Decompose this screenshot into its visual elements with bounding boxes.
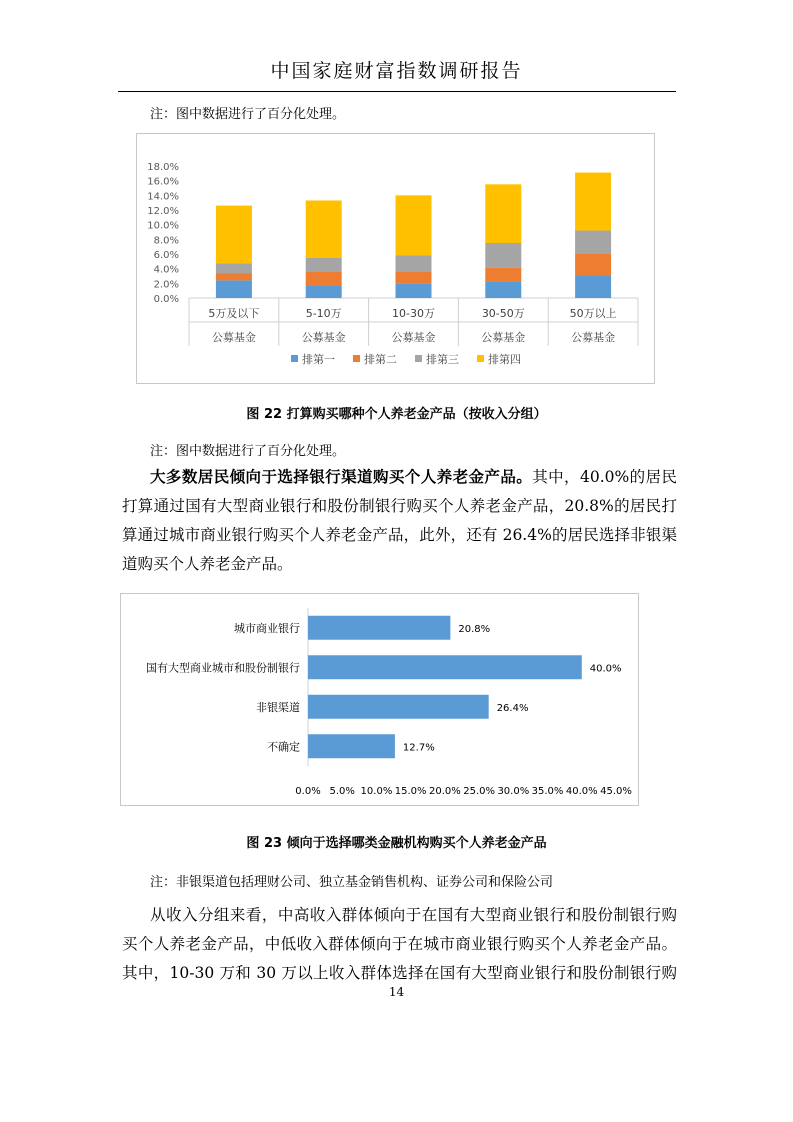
chart1-bar-排第四-5万及以下 [216,206,252,264]
chart1-bar-排第三-5-10万 [306,258,342,272]
chart1-bar-排第一-5-10万 [306,286,342,298]
paragraph-2 [122,901,677,988]
chart2-category-label: 不确定 [267,740,300,754]
chart1-bar-排第三-50万以上 [575,231,611,254]
chart1-bar-排第二-10-30万 [396,272,432,284]
chart2-svg [121,594,638,805]
chart2-x-tick-label: 40.0% [565,786,598,797]
chart1-legend-label-排第三: 排第三 [426,353,459,366]
chart1-bar-排第一-30-50万 [485,281,521,298]
chart2-x-tick-label: 35.0% [531,786,564,797]
chart1-x-tick-label: 10-30万 [392,307,435,320]
chart2-bar-国有大型商业城市和股份制银行 [308,655,582,679]
chart2-bar-非银渠道 [308,695,489,719]
paragraph-1-line-1-rest: 其中，40.0%的居民 [532,468,677,486]
chart1-bar-排第二-30-50万 [485,268,521,281]
chart1-y-tick-label: 12.0% [147,206,179,217]
chart2-bar-不确定 [308,734,395,758]
chart2-caption: 图 23 倾向于选择哪类金融机构购买个人养老金产品 [246,836,547,851]
chart2-value-label: 12.7% [402,742,435,754]
chart1-svg [137,134,654,383]
chart1-y-tick-label: 2.0% [153,279,179,291]
chart2-value-label: 40.0% [589,663,622,675]
page-number: 14 [388,985,405,999]
chart1-bar-排第三-30-50万 [485,243,521,268]
chart1-legend-swatch-排第四 [477,355,484,362]
chart1-x-sub-label: 公募基金 [211,331,256,344]
chart1-y-tick-label: 4.0% [153,264,179,276]
chart2-category-label: 非银渠道 [256,700,300,714]
chart2-category-label: 国有大型商业城市和股份制银行 [146,661,300,675]
chart1-bar-排第一-5万及以下 [216,280,252,298]
paragraph-1-line-1 [122,462,677,492]
chart1-legend-swatch-排第二 [353,355,360,362]
chart1-y-tick-label: 16.0% [147,176,179,188]
chart1-x-tick-label: 5-10万 [305,307,342,320]
chart1-legend-label-排第四: 排第四 [488,353,521,366]
paragraph-1-line-4: 道购买个人养老金产品。 [122,555,293,573]
chart1-x-sub-label: 公募基金 [301,331,346,344]
chart2-bar-城市商业银行 [308,616,450,640]
header-divider [118,91,676,92]
paragraph-1-line-2: 打算通过国有大型商业银行和股份制银行购买个人养老金产品，20.8%的居民打 [122,497,677,515]
page-header-title: 中国家庭财富指数调研报告 [270,60,523,82]
chart1-legend-swatch-排第一 [291,355,298,362]
chart2-x-tick-label: 45.0% [600,786,632,797]
chart2-note: 注：非银渠道包括理财公司、独立基金销售机构、证券公司和保险公司 [150,875,554,890]
paragraph-2-line-3: 其中，10-30 万和 30 万以上收入群体选择在国有大型商业银行和股份制银行购 [122,964,677,982]
chart2-x-tick-label: 10.0% [360,786,393,797]
chart1-bar-排第四-50万以上 [575,173,611,231]
chart1-x-tick-label: 30-50万 [481,307,525,320]
chart1-y-tick-label: 6.0% [153,250,179,261]
chart1-x-tick-label: 50万以上 [569,307,617,320]
chart1-container [136,133,655,384]
paragraph-2-line-2: 买个人养老金产品，中低收入群体倾向于在城市商业银行购买个人养老金产品。 [122,935,677,953]
chart2-x-tick-label: 30.0% [497,786,530,797]
chart1-legend-label-排第一: 排第一 [302,353,335,366]
chart1-y-tick-label: 0.0% [153,294,179,305]
chart1-bar-排第二-50万以上 [575,254,611,276]
chart2-value-label: 26.4% [496,702,529,714]
chart1-bar-排第二-5-10万 [306,272,342,286]
chart2-category-label: 城市商业银行 [234,621,300,635]
chart1-bar-排第四-30-50万 [485,184,521,243]
paragraph-1-lead: 大多数居民倾向于选择银行渠道购买个人养老金产品。 [150,467,533,486]
chart1-x-sub-label: 公募基金 [571,331,616,344]
chart1-x-sub-label: 公募基金 [391,331,436,344]
chart2-x-tick-label: 15.0% [394,786,427,797]
chart1-data-note: 注：图中数据进行了百分化处理。 [150,444,346,459]
chart2-x-tick-label: 5.0% [329,786,355,797]
chart1-bar-排第四-10-30万 [396,195,432,255]
chart2-container [120,593,639,806]
chart1-bar-排第一-10-30万 [396,283,432,298]
chart1-x-sub-label: 公募基金 [481,331,526,344]
paragraph-2-line-1: 从收入分组来看，中高收入群体倾向于在国有大型商业银行和股份制银行购 [150,906,677,924]
chart1-y-tick-label: 18.0% [147,162,179,173]
chart1-legend-label-排第二: 排第二 [364,353,397,366]
paragraph-1-line-3: 算通过城市商业银行购买个人养老金产品，此外，还有 26.4%的居民选择非银渠 [122,526,677,544]
chart1-bar-排第三-10-30万 [396,255,432,271]
chart2-value-label: 20.8% [458,623,491,635]
chart1-y-tick-label: 10.0% [147,220,179,232]
chart1-legend-swatch-排第三 [415,355,422,362]
chart1-note: 注：图中数据进行了百分化处理。 [150,107,346,122]
chart1-caption: 图 22 打算购买哪种个人养老金产品（按收入分组） [246,407,547,422]
chart2-x-tick-label: 20.0% [428,786,461,797]
chart1-y-tick-label: 8.0% [153,235,179,247]
chart1-x-tick-label: 5万及以下 [208,307,260,320]
paragraph-1 [122,462,677,579]
chart1-bar-排第一-50万以上 [575,276,611,298]
chart1-bar-排第四-5-10万 [306,200,342,257]
chart1-bar-排第三-5万及以下 [216,264,252,274]
chart2-x-tick-label: 25.0% [463,786,496,797]
chart1-bar-排第二-5万及以下 [216,273,252,280]
chart1-y-tick-label: 14.0% [147,191,179,203]
chart2-x-tick-label: 0.0% [295,786,321,797]
